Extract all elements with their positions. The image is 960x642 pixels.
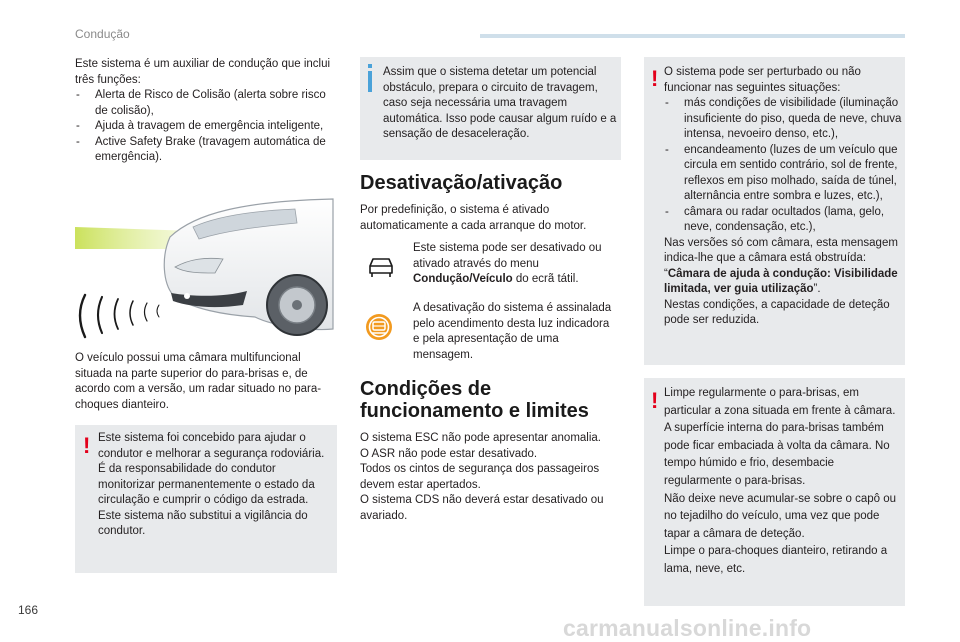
info-icon xyxy=(368,71,372,92)
section-title-conditions: Condições de funcionamento e limites xyxy=(360,378,589,422)
limits-item: - encandeamento (luzes de um veículo que circula em sentido contrário, sol de frente, reflexos em piso molhado, saída de túnel, alternância entre sombra e luzes, etc.), xyxy=(664,143,902,205)
warning-icon: ! xyxy=(651,66,659,91)
default-activation-text: Por predefinição, o sistema é ativado automaticamente a cada arranque do motor. xyxy=(360,204,587,232)
page-number: 166 xyxy=(18,603,39,617)
condition-line: O ASR não pode estar desativado. xyxy=(360,447,538,460)
limits-item: - más condições de visibilidade (iluminação insuficiente do piso, queda de neve, chuva intensa, nevoeiro denso, etc.), xyxy=(664,96,902,143)
condition-line: O sistema ESC não pode apresentar anomalia. xyxy=(360,432,601,444)
condition-line: O sistema CDS não deverá estar desativado ou avariado. xyxy=(360,494,604,522)
warning-icon: ! xyxy=(83,433,91,458)
limits-warning-text xyxy=(664,65,902,329)
warning-line: Este sistema não substitui a vigilância do condutor. xyxy=(98,509,308,537)
watermark: carmanualsonline.info xyxy=(563,615,812,641)
camera-message-before: Nas versões só com câmara, esta mensagem indica-lhe que a câmara está obstruída: “ xyxy=(664,236,898,280)
cleaning-line: Limpe o para-choques dianteiro, retirando a lama, neve, etc. xyxy=(664,545,888,575)
warning-line: Este sistema foi concebido para ajudar o condutor e melhorar a segurança rodoviária. xyxy=(98,432,325,460)
header-bar xyxy=(480,34,905,38)
cleaning-line: Limpe regularmente o para-brisas, em particular a zona situada em frente à câmara. xyxy=(664,387,896,417)
functions-list xyxy=(75,88,337,166)
warning-icon: ! xyxy=(651,388,659,413)
page-header-title: Condução xyxy=(75,27,130,41)
radar-waves-icon xyxy=(80,295,159,337)
info-text: Assim que o sistema detetar um potencial obstáculo, prepara o circuito de travagem, caso seja necessária uma travagem automática. Isso pode causar algum ruído e a sensação de desaceleração. xyxy=(383,66,617,140)
car-front-icon xyxy=(366,256,396,278)
conditions-text xyxy=(360,431,622,524)
cleaning-line: A superfície interna do para-brisas também pode ficar embaciada à volta da câmara. No tempo húmido e frio, desembacie regularmente o para-brisas. xyxy=(664,422,890,487)
radar-sensor xyxy=(184,293,190,299)
limits-list xyxy=(664,96,902,236)
function-item: - Active Safety Brake (travagem automática de emergência). xyxy=(75,135,337,166)
limits-item: - câmara ou radar ocultados (lama, gelo, neve, condensação, etc.), xyxy=(664,205,902,236)
limits-end: Nestas condições, a capacidade de deteção pode ser reduzida. xyxy=(664,298,890,326)
cleaning-line: Não deixe neve acumular-se sobre o capô ou no tejadilho do veículo, uma vez que pode tapar a câmara de deteção. xyxy=(664,492,897,540)
car-radar-illustration xyxy=(75,197,335,345)
camera-message-text xyxy=(664,236,902,298)
indicator-text: A desativação do sistema é assinalada pelo acendimento desta luz indicadora e pela apresentação de uma mensagem. xyxy=(413,302,612,361)
intro-text: Este sistema é um auxiliar de condução que inclui três funções: xyxy=(75,58,331,86)
driver-warning-text xyxy=(98,431,334,540)
warning-line: É da responsabilidade do condutor monitorizar permanentemente o estado da circulação e cumprir o código da estrada. xyxy=(98,463,315,506)
cleaning-warning-text xyxy=(664,385,902,579)
menu-text-after: do ecrã tátil. xyxy=(515,273,579,285)
menu-text-before: Este sistema pode ser desativado ou ativado através do menu xyxy=(413,242,602,270)
condition-line: Todos os cintos de segurança dos passageiros devem estar apertados. xyxy=(360,463,600,491)
camera-message-after: ”. xyxy=(813,283,821,295)
camera-message: Câmara de ajuda à condução: Visibilidade limitada, ver guia utilização xyxy=(664,267,898,295)
camera-radar-text: O veículo possui uma câmara multifuncional situada na parte superior do para-brisas e, de acordo com a versão, um radar situado no para-choques dianteiro. xyxy=(75,352,322,411)
function-item: - Alerta de Risco de Colisão (alerta sobre risco de colisão), xyxy=(75,88,337,119)
function-item: - Ajuda à travagem de emergência inteligente, xyxy=(75,119,337,135)
section-title-deactivation: Desativação/ativação xyxy=(360,172,563,194)
collision-alert-off-indicator-icon xyxy=(364,312,394,342)
menu-path: Condução/Veículo xyxy=(413,273,513,285)
limits-intro: O sistema pode ser perturbado ou não funcionar nas seguintes situações: xyxy=(664,66,861,94)
menu-toggle-text xyxy=(413,241,618,288)
